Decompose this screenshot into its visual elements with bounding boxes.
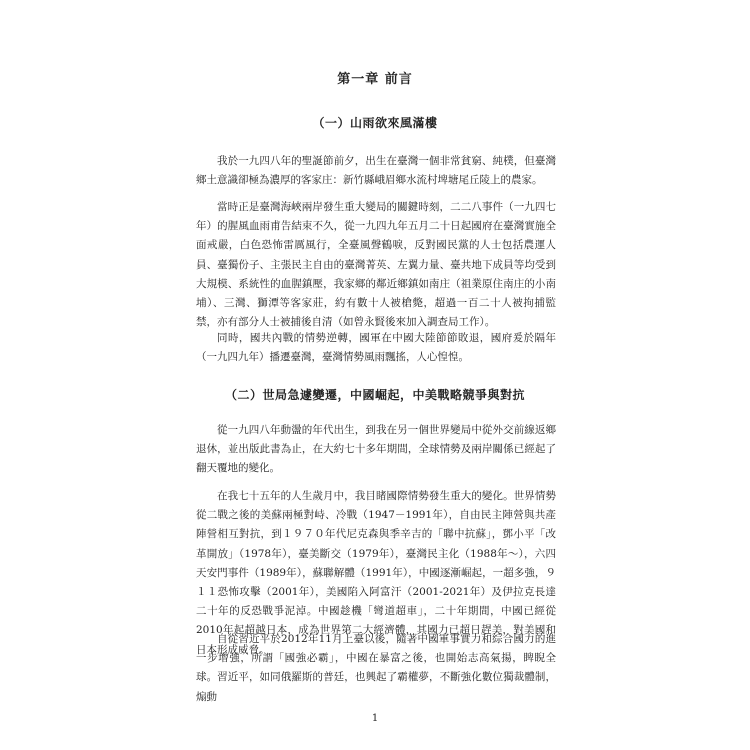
paragraph-text: 當時正是臺灣海峽兩岸發生重大變局的關鍵時刻，二二八事件（一九四七年）的腥風血雨甫告結束不久，從一九四九年五月二十日起國府在臺灣實施全面戒嚴，白色恐怖雷厲風行，全臺風聲鶴唳，反對國民黨的人士包括農運人員、臺獨份子、主張民主自由的臺灣菁英、左翼力量、臺共地下成員等均受到大規模、系統性的血腥鎮壓，我家鄉的鄰近鄉鎮如南庄（祖業原住南庄的小南埔）、三灣、獅潭等客家莊，約有數十人被槍斃，超過一百二十人被拘捕監禁，亦有部分人士被捕後自清（如曾永賢後來加入調查局工作）。 [196,201,556,329]
paragraph-text: 自從習近平於2012年11月上臺以後，隨著中國軍事實力和綜合國力的進一步增強，所謂「國強必霸」，中國在暴富之後，也開始志高氣揚，睥睨全球。習近平，如同俄羅斯的普廷，也興起了霸權夢，不斷強化數位獨裁體制，煽動 [196,633,556,703]
paragraph-text: 同時，國共內戰的情勢逆轉，國軍在中國大陸節節敗退，國府爰於隔年（一九四九年）播遷臺灣，臺灣情勢風雨飄搖，人心惶惶。 [196,332,556,364]
paragraph-text: 從一九四八年動盪的年代出生，到我在另一個世界變局中從外交前線返鄉退休，並出版此書為止，在大約七十多年期間，全球情勢及兩岸關係已經起了翻天覆地的變化。 [196,424,556,475]
section-heading-2: （二）世局急遽變遷，中國崛起，中美戰略競爭與對抗 [224,388,525,402]
page-number: 1 [371,713,379,724]
paragraph [196,329,556,367]
paragraph-text: 我於一九四八年的聖誕節前夕，出生在臺灣一個非常貧窮、純樸，但臺灣鄉土意識卻極為濃厚的客家庄：新竹縣峨眉鄉水流村埤塘尾丘陵上的農家。 [196,155,556,187]
paragraph [196,152,556,190]
paragraph [196,421,556,479]
chapter-title: 第一章 前言 [337,72,413,87]
paragraph-text: 在我七十五年的人生歲月中，我目睹國際情勢發生重大的變化。世界情勢從二戰之後的美蘇兩極對峙、冷戰（1947－1991年），自由民主陣營與共產陣營相互對抗，到１９７０年代尼克森與季辛吉的「聯中抗蘇」，鄧小平「改革開放」（1978年），臺美斷交（1979年），臺灣民主化（1988年～），六四天安門事件（1989年），蘇聯解體（1991年），中國逐漸崛起，一超多強，９１１恐怖攻擊（2001年），美國陷入阿富汗（2001-2021年）及伊拉克長達二十年的反恐戰爭泥淖。中國趁機「彎道超車」，二十年期間，中國已經從2010年起超越日本，成為世界第二大經濟體，其國力已超日趕美，對美國和日本形成威脅。 [196,490,556,656]
section-heading-1: （一）山雨欲來風滿樓 [312,116,438,130]
paragraph [196,198,556,332]
paragraph [196,630,556,707]
